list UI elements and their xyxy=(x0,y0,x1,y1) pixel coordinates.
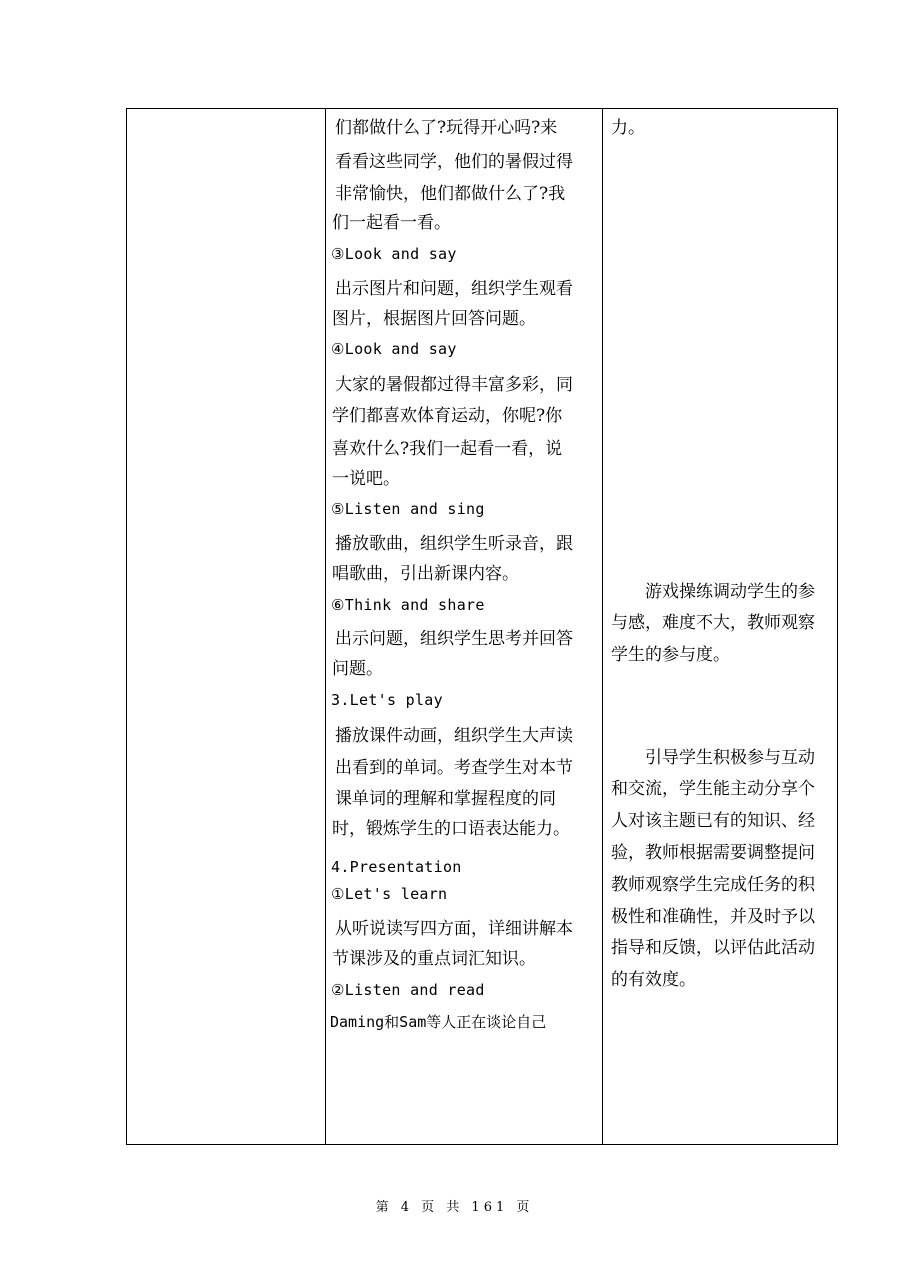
right-line: 游戏操练调动学生的参 xyxy=(645,582,815,602)
right-line: 教师观察学生完成任务的积 xyxy=(611,875,815,895)
right-line: 指导和反馈，以评估此活动 xyxy=(611,938,815,958)
middle-line: 喜欢什么?我们一起看一看，说 xyxy=(332,439,563,459)
right-line: 和交流，学生能主动分享个 xyxy=(611,779,815,799)
middle-line: ④Look and say xyxy=(331,340,457,358)
middle-line: ①Let's learn xyxy=(331,885,448,903)
middle-line: 们一起看一看。 xyxy=(332,213,451,233)
middle-line: 图片，根据图片回答问题。 xyxy=(332,309,536,329)
middle-line: 课单词的理解和掌握程度的同 xyxy=(335,789,556,809)
right-line: 引导学生积极参与互动 xyxy=(645,748,815,768)
middle-line: 唱歌曲，引出新课内容。 xyxy=(332,564,519,584)
middle-line: 3.Let's play xyxy=(331,691,443,709)
middle-line: 播放课件动画，组织学生大声读 xyxy=(335,726,573,746)
middle-line: 一说吧。 xyxy=(332,469,400,489)
middle-line: Daming和Sam等人正在谈论自己 xyxy=(330,1013,547,1031)
middle-line: 节课涉及的重点词汇知识。 xyxy=(332,949,536,969)
middle-line: 出看到的单词。考查学生对本节 xyxy=(335,758,573,778)
right-line: 与感，难度不大，教师观察 xyxy=(611,613,815,633)
middle-line: 们都做什么了?玩得开心吗?来 xyxy=(335,118,558,138)
middle-line: ⑥Think and share xyxy=(331,596,485,614)
page-footer: 第 4 页 共 161 页 xyxy=(375,1200,534,1215)
column-divider-1 xyxy=(325,109,326,1144)
middle-line: ②Listen and read xyxy=(331,981,485,999)
middle-line: 播放歌曲，组织学生听录音，跟 xyxy=(335,534,573,554)
middle-line: 4.Presentation xyxy=(331,858,462,876)
middle-line: 时，锻炼学生的口语表达能力。 xyxy=(332,819,570,839)
right-line: 学生的参与度。 xyxy=(611,645,730,665)
right-line: 力。 xyxy=(611,118,645,138)
column-divider-2 xyxy=(602,109,603,1144)
middle-line: 出示图片和问题，组织学生观看 xyxy=(335,279,573,299)
right-line: 人对该主题已有的知识、经 xyxy=(611,811,815,831)
middle-line: 问题。 xyxy=(332,659,383,679)
middle-line: ⑤Listen and sing xyxy=(331,500,485,518)
middle-line: 看看这些同学，他们的暑假过得 xyxy=(335,152,573,172)
middle-line: 出示问题，组织学生思考并回答 xyxy=(335,629,573,649)
right-line: 的有效度。 xyxy=(611,970,696,990)
middle-line: 学们都喜欢体育运动，你呢?你 xyxy=(332,406,563,426)
middle-line: 大家的暑假都过得丰富多彩，同 xyxy=(335,375,573,395)
middle-line: 从听说读写四方面，详细讲解本 xyxy=(335,919,573,939)
middle-line: 非常愉快，他们都做什么了?我 xyxy=(335,184,566,204)
right-line: 极性和准确性，并及时予以 xyxy=(611,907,815,927)
lesson-table xyxy=(126,108,838,1145)
middle-line: ③Look and say xyxy=(331,245,457,263)
right-line: 验，教师根据需要调整提问 xyxy=(611,843,815,863)
